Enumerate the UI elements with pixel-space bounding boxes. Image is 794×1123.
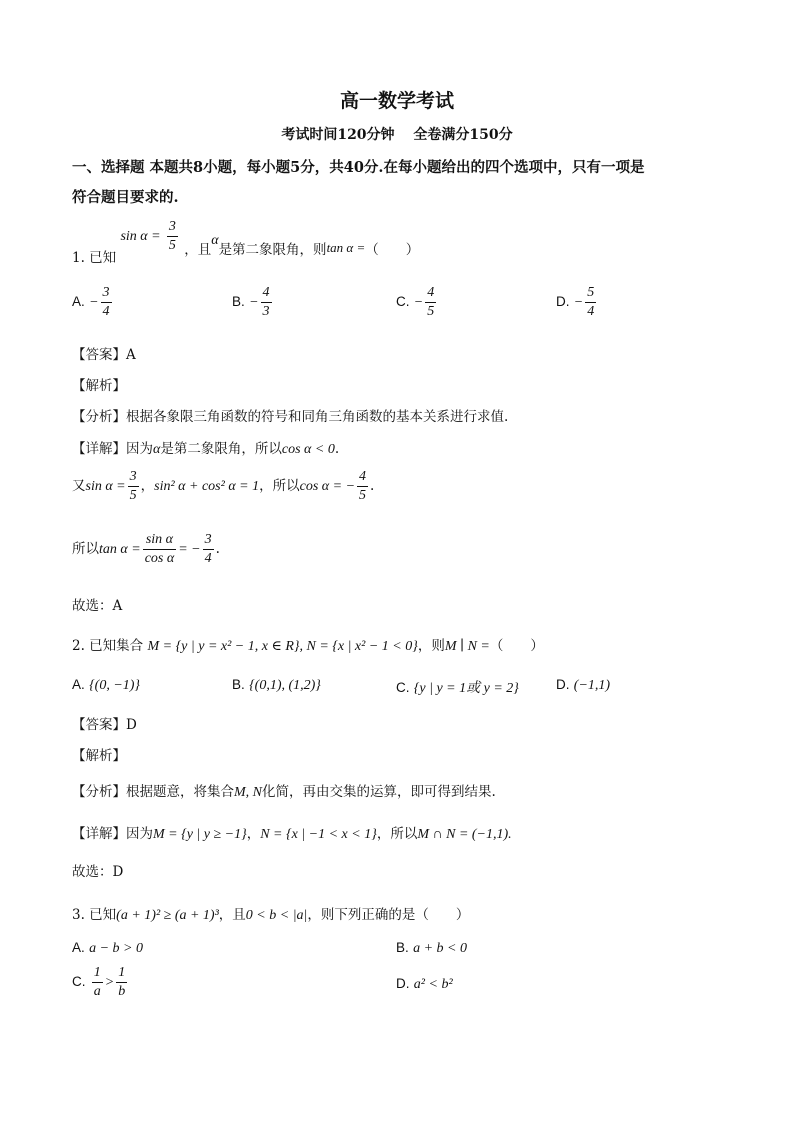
q1-number: 1. 已知 bbox=[72, 250, 117, 266]
q1-option-d: D. − $\frac{5}{4}$ bbox=[556, 285, 595, 319]
q1-choice: 故选：A bbox=[72, 598, 123, 614]
q3-stem: 3. 已知(a + 1)² ≥ (a + 1)³，且0 < b < |a|，则下列正确的是（ ） bbox=[72, 907, 470, 923]
q1-option-c: C. − $\frac{4}{5}$ bbox=[396, 285, 435, 319]
q1-cond-lhs: sin α = bbox=[120, 229, 161, 244]
q2-answer: 【答案】D bbox=[72, 717, 137, 733]
q1-option-b: B. − $\frac{4}{3}$ bbox=[232, 285, 270, 319]
q3-option-a: A. a − b > 0 bbox=[72, 940, 143, 956]
q3-option-b: B. a + b < 0 bbox=[396, 940, 467, 956]
exam-title: 高一数学考试 bbox=[339, 90, 454, 112]
q1-detail-line3: 所以tan α = $\frac{\text{sin α}}{\text{cos α}}$ = − $\frac{3}{4}$ . bbox=[72, 532, 220, 566]
q2-option-c: C. {y | y = 1或 y = 2} bbox=[396, 680, 519, 696]
exam-subtitle: 考试时间120分钟 全卷满分150分 bbox=[281, 127, 513, 143]
q2-option-a: A. {(0, −1)} bbox=[72, 677, 141, 693]
q2-detail: 【详解】因为M = {y | y ≥ −1}，N = {x | −1 < x < 1}，所以M ∩ N = (−1,1). bbox=[72, 826, 512, 842]
q1-stem: 1. 已知 sin α = $\frac{3}{5}$ ，且α是第二象限角，则tan α =（ ） bbox=[72, 219, 420, 266]
q1-detail: 【详解】因为α是第二象限角，所以cos α < 0. bbox=[72, 441, 340, 457]
q1-cond-fraction: $\frac{3}{5}$ bbox=[168, 219, 176, 253]
section-heading: 一、选择题 本题共8小题，每小题5分，共40分.在每小题给出的四个选项中，只有一项是 bbox=[72, 159, 645, 176]
q2-analysis-head: 【解析】 bbox=[72, 748, 126, 764]
q1-detail-line2: 又sin α = $\frac{3}{5}$ ，sin² α + cos² α = 1，所以cos α = − $\frac{4}{5}$ . bbox=[72, 469, 375, 503]
q1-answer: 【答案】A bbox=[72, 347, 136, 363]
q2-option-b: B. {(0,1), (1,2)} bbox=[232, 677, 321, 693]
section-heading-cont: 符合题目要求的. bbox=[72, 189, 179, 206]
q1-analysis-head: 【解析】 bbox=[72, 378, 126, 394]
q2-option-d: D. (−1,1) bbox=[556, 677, 611, 693]
q3-option-c: C. $\frac{1}{a}$ > $\frac{1}{b}$ bbox=[72, 965, 126, 999]
q2-stem: 2. 已知集合 M = {y | y = x² − 1, x ∈ R}, N = {x | x² − 1 < 0}，则M ∣ N =（ ） bbox=[72, 638, 544, 654]
q1-fenxi: 【分析】根据各象限三角函数的符号和同角三角函数的基本关系进行求值. bbox=[72, 409, 509, 425]
q2-fenxi: 【分析】根据题意，将集合M, N化简，再由交集的运算，即可得到结果. bbox=[72, 784, 496, 800]
q2-choice: 故选：D bbox=[72, 864, 124, 880]
q3-option-d: D. a² < b² bbox=[396, 976, 453, 992]
q1-option-a: A. − $\frac{3}{4}$ bbox=[72, 285, 110, 319]
